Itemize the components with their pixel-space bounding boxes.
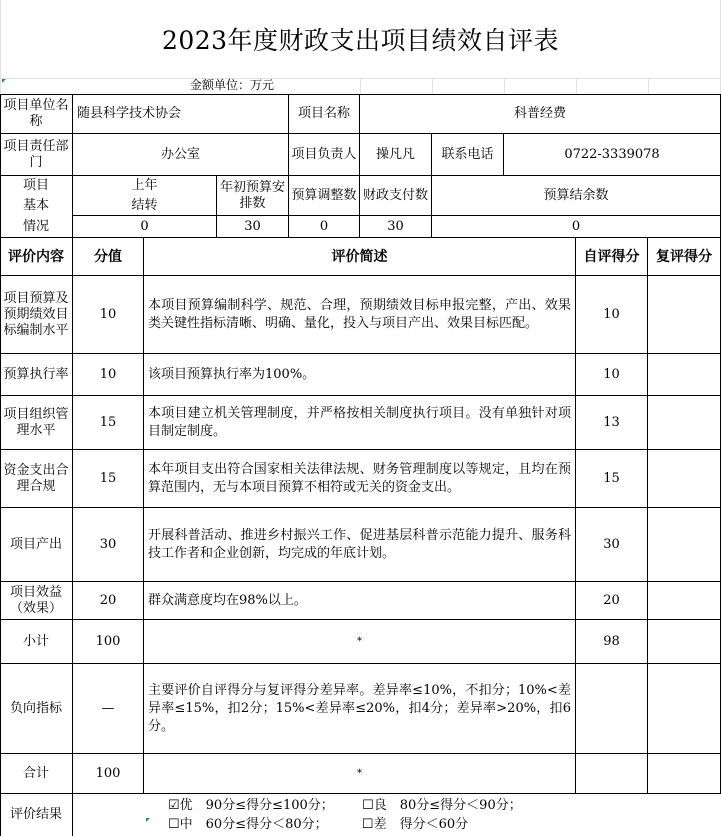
result-label: 评价结果 (0, 794, 73, 836)
row-self-score: 30 (576, 508, 648, 582)
header-score: 分值 (73, 238, 144, 276)
row-desc: 本年项目支出符合国家相关法律法规、财务管理制度以等规定，且均在预算范围内，无与本项目预算不相符或无关的资金支出。 (144, 450, 576, 508)
project-name-value: 科普经费 (360, 94, 721, 134)
negative-indicator-score: — (73, 664, 144, 754)
basic-label-3: 情况 (0, 216, 73, 238)
row-score: 15 (73, 450, 144, 508)
row-self-score: 20 (576, 582, 648, 620)
subtotal-score: 100 (73, 620, 144, 664)
total-self-score (576, 754, 648, 794)
subtotal-self-score: 98 (576, 620, 648, 664)
carry-value: 0 (73, 216, 217, 238)
total-label: 合计 (0, 754, 73, 794)
row-self-score: 10 (576, 354, 648, 396)
row-desc: 群众满意度均在98%以上。 (144, 582, 576, 620)
total-desc: * (144, 754, 576, 794)
header-content: 评价内容 (0, 238, 73, 276)
checkbox-icon[interactable]: ☐ (168, 817, 180, 832)
amount-unit: 金额单位：万元 (190, 78, 275, 92)
row-desc: 开展科普活动、推进乡村振兴工作、促进基层科普示范能力提升、服务科技工作者和企业创新，均完成的年底计划。 (144, 508, 576, 582)
project-name-label: 项目名称 (289, 94, 360, 134)
basic-label-1: 项目 (0, 176, 73, 196)
row-self-score: 10 (576, 276, 648, 354)
dept-value: 办公室 (73, 134, 289, 176)
row-score: 15 (73, 396, 144, 450)
row-content: 项目产出 (0, 508, 73, 582)
checkbox-checked-icon[interactable]: ☑ (168, 798, 180, 813)
row-desc: 本项目预算编制科学、规范、合理，预期绩效目标申报完整，产出、效果类关键性指标清晰、明确、量化，投入与项目产出、效果目标匹配。 (144, 276, 576, 354)
carry-label-2: 结转 (73, 196, 217, 216)
balance-label: 预算结余数 (432, 176, 721, 216)
row-content: 项目组织管理水平 (0, 396, 73, 450)
unit-name-label: 项目单位名称 (0, 94, 73, 134)
row-score: 10 (73, 276, 144, 354)
negative-indicator-self-score (576, 664, 648, 754)
header-self-score: 自评得分 (576, 238, 648, 276)
initial-budget-label: 年初预算安排数 (217, 176, 289, 216)
row-content: 预算执行率 (0, 354, 73, 396)
row-review-score (648, 276, 721, 354)
unit-name-value: 随县科学技术协会 (73, 94, 289, 134)
result-option-good[interactable]: ☐良 80分≤得分＜90分； (362, 798, 522, 813)
balance-value: 0 (432, 216, 721, 238)
checkbox-icon[interactable]: ☐ (362, 798, 374, 813)
result-option-excellent[interactable]: ☑优 90分≤得分≤100分； (168, 798, 334, 813)
leader-label: 项目负责人 (289, 134, 360, 176)
row-score: 20 (73, 582, 144, 620)
spent-value: 30 (360, 216, 432, 238)
total-review-score (648, 754, 721, 794)
negative-indicator-review-score (648, 664, 721, 754)
result-line-2 (168, 815, 719, 834)
row-review-score (648, 354, 721, 396)
basic-label-2: 基本 (0, 196, 73, 216)
carry-label-1: 上年 (73, 176, 217, 196)
subtotal-review-score (648, 620, 721, 664)
result-option-poor[interactable]: ☐差 得分＜60分 (361, 817, 469, 832)
subtotal-desc: * (144, 620, 576, 664)
row-review-score (648, 582, 721, 620)
row-desc: 本项目建立机关管理制度，并严格按相关制度执行项目。没有单独针对项目制定制度。 (144, 396, 576, 450)
checkbox-icon[interactable]: ☐ (361, 817, 374, 832)
header-review-score: 复评得分 (648, 238, 721, 276)
phone-label: 联系电话 (432, 134, 504, 176)
result-options (73, 794, 721, 836)
cell-marker (146, 818, 150, 822)
header-desc: 评价简述 (144, 238, 576, 276)
row-self-score: 15 (576, 450, 648, 508)
adjust-budget-value: 0 (289, 216, 360, 238)
row-score: 10 (73, 354, 144, 396)
total-score: 100 (73, 754, 144, 794)
spent-label: 财政支付数 (360, 176, 432, 216)
initial-budget-value: 30 (217, 216, 289, 238)
cell-marker (2, 79, 6, 83)
row-score: 30 (73, 508, 144, 582)
page-title: 2023年度财政支出项目绩效自评表 (161, 26, 560, 55)
row-content: 项目预算及预期绩效目标编制水平 (0, 276, 73, 354)
result-option-fair[interactable]: ☐中 60分≤得分＜80分； (168, 817, 328, 832)
row-desc: 该项目预算执行率为100%。 (144, 354, 576, 396)
row-review-score (648, 508, 721, 582)
row-review-score (648, 450, 721, 508)
row-content: 资金支出合理合规 (0, 450, 73, 508)
negative-indicator-desc: 主要评价自评得分与复评得分差异率。差异率≤10%，不扣分；10%<差异率≤15%，扣2分；15%<差异率≤20%，扣4分；差异率>20%，扣6分。 (144, 664, 576, 754)
row-review-score (648, 396, 721, 450)
negative-indicator-label: 负向指标 (0, 664, 73, 754)
leader-value: 操凡凡 (360, 134, 432, 176)
row-self-score: 13 (576, 396, 648, 450)
adjust-budget-label: 预算调整数 (289, 176, 360, 216)
result-line-1 (168, 796, 719, 815)
phone-value: 0722-3339078 (504, 134, 721, 176)
subtotal-label: 小计 (0, 620, 73, 664)
dept-label: 项目责任部门 (0, 134, 73, 176)
row-content: 项目效益（效果） (0, 582, 73, 620)
